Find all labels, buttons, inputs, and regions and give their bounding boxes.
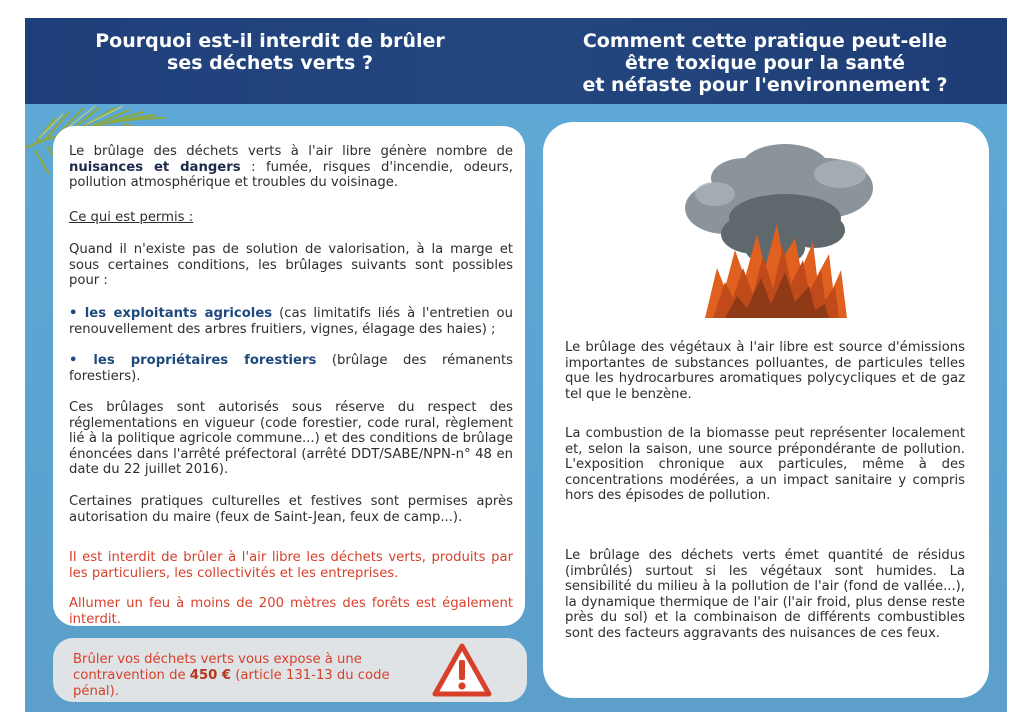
warning-text (73, 652, 423, 700)
right-title-line1: Comment cette pratique peut-elle (582, 30, 948, 52)
right-title-line3: et néfaste pour l'environnement ? (582, 74, 948, 96)
left-title (80, 30, 460, 74)
intro-bold: nuisances et dangers (69, 159, 241, 175)
right-title (555, 30, 975, 96)
brochure-sheet (25, 18, 1007, 712)
left-title-line1: Pourquoi est-il interdit de brûler (95, 30, 445, 52)
bullet-foresters-label: • les propriétaires forestiers (69, 353, 317, 368)
warning-text-start: Brûler vos déchets verts vous expose à une contravention de (73, 652, 362, 683)
bullet-farmers-label: • les exploitants agricoles (69, 306, 273, 321)
warning-box (53, 638, 527, 702)
emissions-paragraph: Le brûlage des végétaux à l'air libre est source d'émissions importantes de substances polluantes, de particules telles que les hydrocarbures aromatiques polycycliques et de gaz tel que le benzène. (565, 340, 965, 402)
left-title-line2: ses déchets verts ? (167, 52, 373, 74)
intro-text-end: : fumée, risques d'incendie, odeurs, pollution atmosphérique et troubles du voisinage. (69, 159, 513, 191)
fine-amount: 450 € (189, 668, 232, 683)
intro-paragraph (69, 144, 513, 191)
cultural-paragraph: Certaines pratiques culturelles et festives sont permises après autorisation du maire (feux de Saint-Jean, feux de camp...). (69, 494, 513, 525)
combustion-paragraph: La combustion de la biomasse peut représenter localement et, selon la saison, une source prépondérante de pollution. L'exposition chronique aux particules, même à des concentrations modérées, a un impact sanitaire y compris hors des épisodes de pollution. (565, 426, 965, 504)
left-card (53, 126, 525, 626)
conditions-paragraph: Quand il n'existe pas de solution de valorisation, à la marge et sous certaines conditions, les brûlages suivants sont possibles pour : (69, 242, 513, 289)
permitted-heading: Ce qui est permis : (69, 210, 194, 225)
authorized-paragraph: Ces brûlages sont autorisés sous réserve du respect des réglementations en vigueur (code forestier, code rural, règlement lié à la politique agricole commune...) et des conditions de brûlage énoncées dans l'arrêté préfectoral (arrêté DDT/SABE/NPN-n° 48 en date du 22 juillet 2016). (69, 400, 513, 478)
right-title-line2: être toxique pour la santé (624, 52, 906, 74)
bullet-foresters-text: (brûlage des rémanents forestiers). (69, 353, 513, 384)
residues-paragraph: Le brûlage des déchets verts émet quantité de résidus (imbrûlés) surtout si les végétaux sont humides. La sensibilité du milieu à la pollution de l'air (fond de vallée...), la dynamique thermique de l'air (l'air froid, plus dense reste près du sol) et la combinaison de différents combustibles sont des facteurs aggravants des nuisances de ces feux. (565, 548, 965, 641)
fire-distance-paragraph: Allumer un feu à moins de 200 mètres des forêts est également interdit. (69, 596, 513, 627)
forbidden-paragraph: Il est interdit de brûler à l'air libre les déchets verts, produits par les particuliers, les collectivités et les entreprises. (69, 550, 513, 581)
fire-smoke-icon (665, 138, 905, 338)
bullet-farmers (69, 306, 513, 337)
warning-triangle-icon (431, 642, 493, 698)
bullet-farmers-text: (cas limitatifs liés à l'entretien ou renouvellement des arbres fruitiers, vignes, élagage des haies) ; (69, 306, 513, 337)
intro-text: Le brûlage des déchets verts à l'air libre génère nombre de (69, 144, 513, 159)
bullet-foresters (69, 353, 513, 384)
warning-text-end: (article 131-13 du code pénal). (73, 668, 390, 699)
